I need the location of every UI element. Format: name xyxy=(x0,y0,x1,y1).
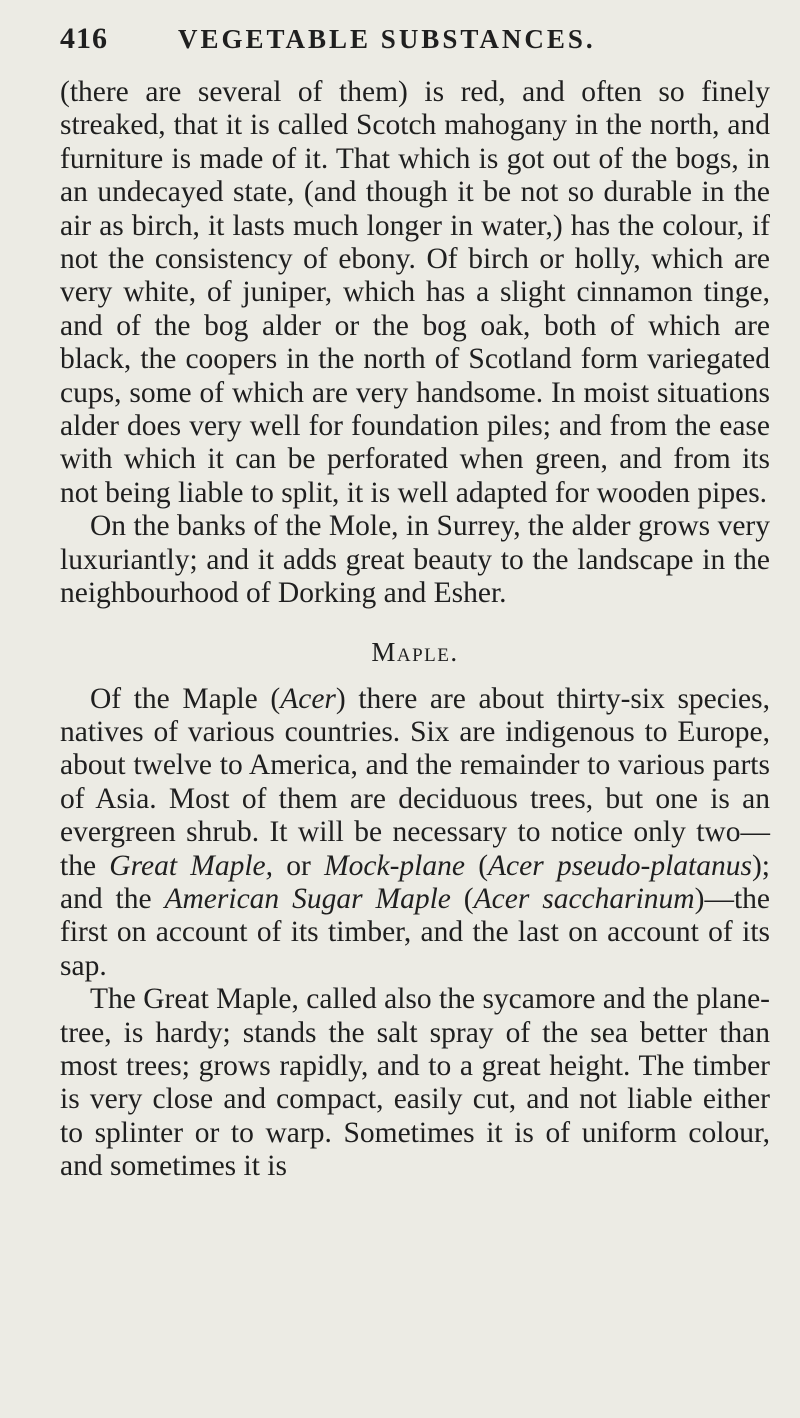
paragraph-bog-timber xyxy=(60,76,770,510)
page-number: 416 xyxy=(60,22,108,55)
text-segment: On the banks of the Mole, in Surrey, the alder grows very luxuriantly; and it adds great beauty to the landscape in the neighbourhood of Dorking and Esher. xyxy=(60,510,770,610)
paragraph-great-maple xyxy=(60,983,770,1183)
text-segment: ( xyxy=(464,849,489,882)
latin-name: Acer pseudo-platanus xyxy=(488,849,752,882)
running-head xyxy=(60,22,770,62)
text-segment: ) there are about thirty-six species, natives of various countries. Six are indigenous to Europe, about twelve to America, and the remainder to various parts of Asia. Most of them are deciduous trees, but one is an evergreen shrub. It will be necessary to notice only two—the xyxy=(60,682,771,882)
paragraph-maple-species xyxy=(60,683,770,984)
text-segment: (there are several of them) is red, and often so finely streaked, that it is called Scotch mahogany in the north, and furniture is made of it. That which is got out of the bogs, in an undecayed state, (and though it be not so durable in the air as birch, it lasts much longer in water,) has the colour, if not the consistency of ebony. Of birch or holly, which are very white, of juniper, which has a slight cinnamon tinge, and of the bog alder or the bog oak, both of which are black, the coopers in the north of Scotland form variegated cups, some of which are very handsome. In moist situations alder does very well for foundation piles; and from the ease with which it can be perforated when green, and from its not being liable to split, it is well adapted for wooden pipes. xyxy=(60,76,770,509)
text-segment: Of the Maple ( xyxy=(90,682,281,715)
text-segment: ); and the xyxy=(60,849,771,915)
text-segment: or xyxy=(273,849,325,882)
text-segment: ( xyxy=(450,882,474,915)
section-heading-maple: Maple. xyxy=(371,636,459,667)
text-segment: The Great Maple, called also the sycamore and the plane-tree, is hardy; stands the salt spray of the sea better than most trees; grows rapidly, and to a great height. The timber is very close and compact, easily cut, and not liable either to splinter or to warp. Sometimes it is of uniform colour, and sometimes it is xyxy=(60,983,770,1183)
common-name: American Sugar Maple xyxy=(164,882,451,915)
latin-name: Acer saccharinum xyxy=(473,882,695,915)
running-title: VEGETABLE SUBSTANCES. xyxy=(178,24,596,54)
text-segment: )—the first on account of its timber, and the last on account of its sap. xyxy=(60,882,770,982)
paragraph-mole-alder xyxy=(60,510,770,610)
common-name: Great Maple, xyxy=(109,849,274,882)
latin-name: Acer xyxy=(280,682,336,715)
common-name: Mock-plane xyxy=(324,849,465,882)
